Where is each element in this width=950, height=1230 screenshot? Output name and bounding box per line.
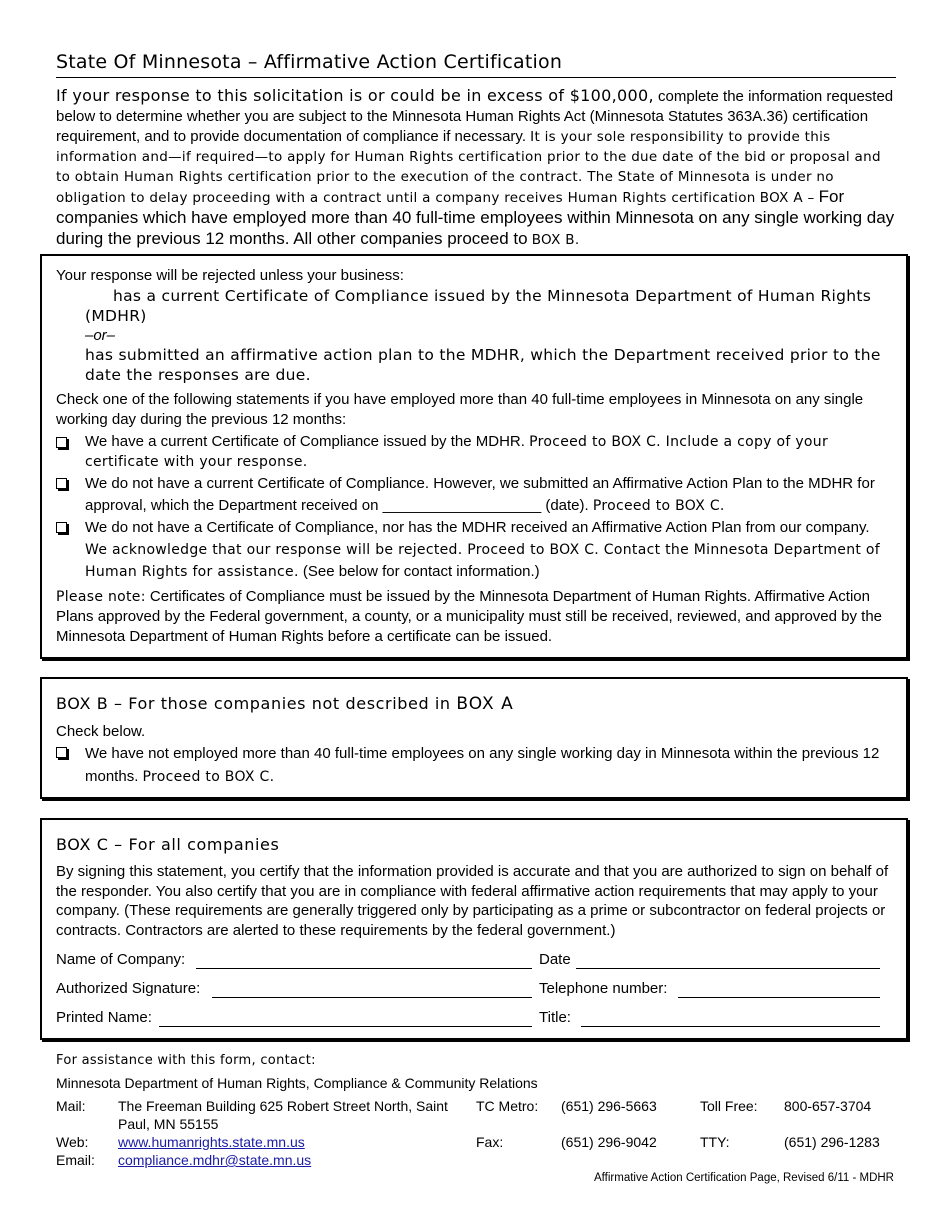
note-label: Please note: bbox=[56, 589, 146, 605]
option-not-over-40-instruction: Proceed to BOX C. bbox=[142, 769, 275, 785]
mail-address-line2: Paul, MN 55155 bbox=[118, 1116, 219, 1132]
printed-name-field[interactable] bbox=[159, 1012, 532, 1027]
rejection-warning: Your response will be rejected unless your business: bbox=[56, 267, 404, 284]
check-below: Check below. bbox=[56, 723, 146, 740]
box-b-ref: BOX B. bbox=[531, 232, 580, 248]
telephone-field[interactable] bbox=[678, 983, 880, 998]
organization-name: Minnesota Department of Human Rights, Compliance & Community Relations bbox=[56, 1075, 538, 1091]
title-label: Title: bbox=[539, 1009, 571, 1026]
revision-note: Affirmative Action Certification Page, Revised 6/11 - MDHR bbox=[594, 1172, 894, 1184]
web-label: Web: bbox=[56, 1134, 89, 1150]
fax-number: (651) 296-9042 bbox=[561, 1134, 657, 1150]
checkbox-no-certificate[interactable] bbox=[56, 522, 67, 533]
option-has-certificate-instruction: Proceed to BOX C. Include a copy of your certificate with your response. bbox=[85, 434, 829, 470]
company-name-field[interactable] bbox=[196, 954, 532, 969]
option-has-certificate bbox=[85, 432, 895, 472]
intro-lead: If your response to this solicitation is or could be in excess of $100,000, bbox=[56, 86, 654, 105]
option-no-certificate-text: We do not have a Certificate of Compliance, nor has the MDHR received an Affirmative Action Plan from our company. bbox=[85, 519, 870, 536]
email-link[interactable]: compliance.mdhr@state.mn.us bbox=[118, 1152, 312, 1168]
telephone-label: Telephone number: bbox=[539, 980, 668, 997]
intro-responsibility: It is your sole responsibility to provide this information and—if required—to apply for Human Rights certification prior to the due date of the bid or proposal and to obtain Human Rights certification prior to the execution of the contract. The State of Minnesota is under no obligation to delay proceeding with a contract until a company receives Human Rights certification bbox=[56, 129, 881, 206]
box-a bbox=[40, 254, 908, 659]
printed-name-label: Printed Name: bbox=[56, 1009, 152, 1026]
fax-label: Fax: bbox=[476, 1134, 504, 1150]
box-a-ref: BOX A – bbox=[759, 190, 815, 206]
or-divider: –or– bbox=[85, 327, 116, 344]
signature-label: Authorized Signature: bbox=[56, 980, 201, 997]
option-has-certificate-text: We have a current Certificate of Compliance issued by the MDHR. bbox=[85, 433, 525, 450]
intro-requirement: complete the information requested below to determine whether you are subject to the Minnesota Human Rights Act (Minnesota Statutes 363A.36) certification requirement, and to provide documentation of compliance if necessary. bbox=[56, 88, 894, 145]
box-b bbox=[40, 677, 908, 799]
requirement-plan: has submitted an affirmative action plan to the MDHR, which the Department received prior to the date the responses are due. bbox=[85, 346, 881, 384]
box-c bbox=[40, 818, 908, 1040]
mail-address bbox=[118, 1097, 463, 1133]
date-field[interactable] bbox=[576, 954, 880, 969]
web-link[interactable]: www.humanrights.state.mn.us bbox=[118, 1134, 305, 1150]
box-b-header bbox=[56, 694, 896, 714]
title-field[interactable] bbox=[581, 1012, 880, 1027]
tc-metro-phone: (651) 296-5663 bbox=[561, 1098, 657, 1114]
checkbox-submitted-plan[interactable] bbox=[56, 478, 67, 489]
assistance-heading: For assistance with this form, contact: bbox=[56, 1053, 316, 1068]
tty-label: TTY: bbox=[700, 1134, 730, 1150]
intro-box-a-criteria: For companies which have employed more than 40 full-time employees within Minnesota on any single working day during the previous 12 months. All other companies proceed to bbox=[56, 187, 895, 248]
please-note bbox=[56, 587, 898, 647]
toll-free-number: 800-657-3704 bbox=[784, 1098, 872, 1114]
note-text: Certificates of Compliance must be issued by the Minnesota Department of Human Rights. Affirmative Action Plans approved by the Federal government, a county, or a municipality must still be received, reviewed, and approved by the Minnesota Department of Human Rights before a certificate can be issued. bbox=[56, 588, 883, 645]
intro-paragraph bbox=[56, 86, 898, 250]
email-label: Email: bbox=[56, 1152, 95, 1168]
option-submitted-plan-text: We do not have a current Certificate of Compliance. However, we submitted an Affirmative Action Plan to the MDHR for approval, which the Department received on ___________________ (date). bbox=[85, 475, 875, 514]
check-intro: Check one of the following statements if you have employed more than 40 full-time employees in Minnesota on any single working day during the previous 12 months: bbox=[56, 391, 864, 428]
box-c-body: By signing this statement, you certify that the information provided is accurate and that you are authorized to sign on behalf of the responder. You also certify that you are in compliance with federal affirmative action requirements that may apply to your company. (These requirements are generally triggered only by participating as a prime or subcontractor on federal projects or contracts. Contractors are alerted to these requirements by the federal government.) bbox=[56, 863, 889, 939]
option-no-certificate bbox=[85, 517, 895, 583]
checkbox-not-over-40[interactable] bbox=[56, 747, 67, 758]
page-title: State Of Minnesota – Affirmative Action Certification bbox=[56, 49, 896, 78]
option-no-certificate-contact: (See below for contact information.) bbox=[302, 563, 540, 580]
toll-free-label: Toll Free: bbox=[700, 1098, 758, 1114]
mail-label: Mail: bbox=[56, 1098, 86, 1114]
requirement-certificate: has a current Certificate of Compliance issued by the Minnesota Department of Human Rights (MDHR) bbox=[85, 287, 872, 325]
box-c-header: BOX C – For all companies bbox=[56, 835, 280, 854]
signature-field[interactable] bbox=[212, 983, 532, 998]
option-not-over-40-text: We have not employed more than 40 full-time employees on any single working day in Minnesota within the previous 12 months. bbox=[85, 745, 880, 785]
box-b-header-ref: BOX A bbox=[456, 694, 514, 714]
option-submitted-plan-instruction: Proceed to BOX C. bbox=[592, 498, 725, 514]
date-label: Date bbox=[539, 951, 571, 968]
option-submitted-plan bbox=[85, 473, 895, 517]
company-name-label: Name of Company: bbox=[56, 951, 186, 968]
tc-metro-label: TC Metro: bbox=[476, 1098, 539, 1114]
tty-number: (651) 296-1283 bbox=[784, 1134, 880, 1150]
mail-address-line1: The Freeman Building 625 Robert Street North, Saint bbox=[118, 1098, 448, 1114]
checkbox-has-certificate[interactable] bbox=[56, 437, 67, 448]
option-not-over-40 bbox=[85, 742, 900, 789]
box-b-header-text: BOX B – For those companies not described in bbox=[56, 694, 451, 713]
option-no-certificate-instruction: We acknowledge that our response will be rejected. Proceed to BOX C. Contact the Minnesota Department of Human Rights for assistance. bbox=[85, 542, 881, 580]
